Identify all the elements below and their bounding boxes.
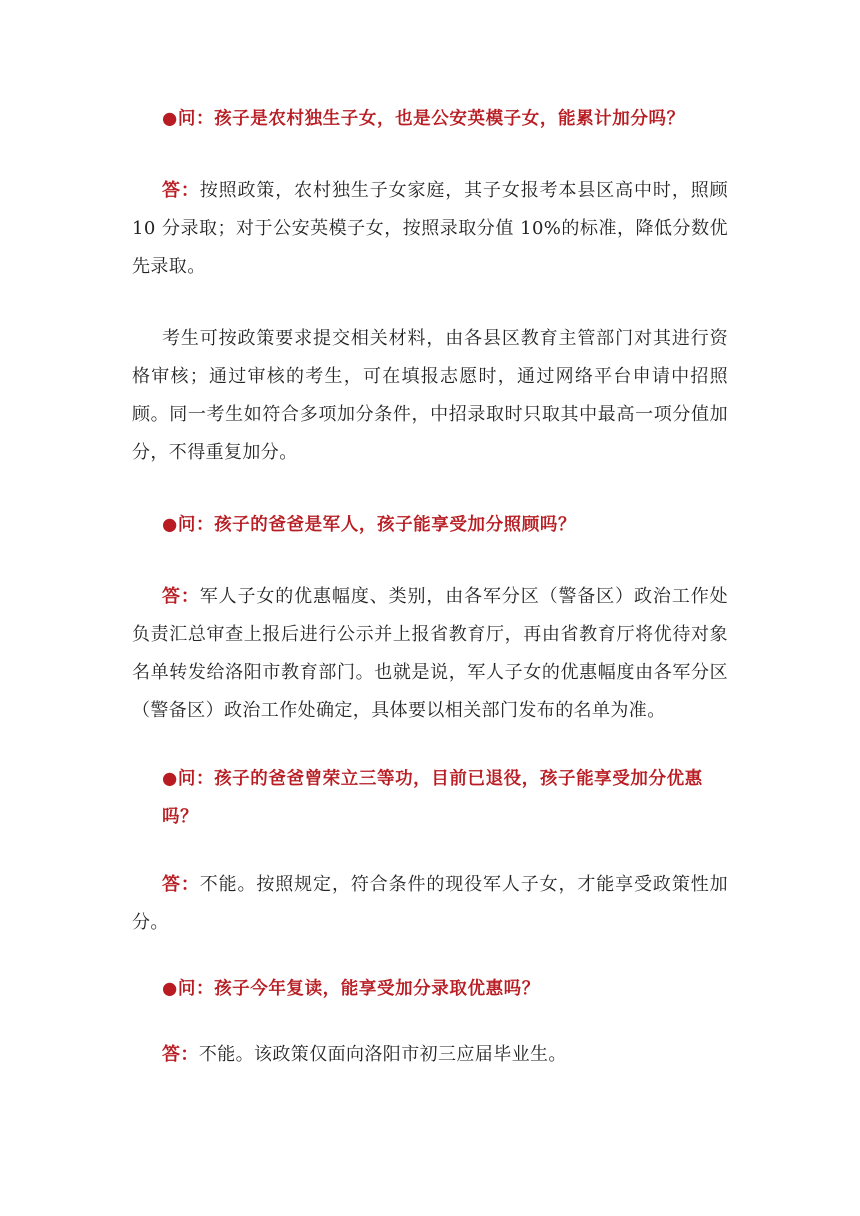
answer-1-extra: 考生可按政策要求提交相关材料，由各县区教育主管部门对其进行资格审核；通过审核的考生，可在填报志愿时，通过网络平台申请中招照顾。同一考生如符合多项加分条件，中招录取时只取其中最高一项分值加分，不得重复加分。 [132,328,728,463]
answer-label: 答： [162,874,200,895]
spacer [132,730,728,760]
spacer [132,286,728,320]
answer-label: 答： [162,586,200,607]
answer-text: 军人子女的优惠幅度、类别，由各军分区（警备区）政治工作处负责汇总审查上报后进行公示并上报省教育厅，再由省教育厅将优待对象名单转发给洛阳市教育部门。也就是说，军人子女的优惠幅度由各军分区（警备区）政治工作处确定，具体要以相关部门发布的名单为准。 [132,586,728,721]
answer-text: 不能。按照规定，符合条件的现役军人子女，才能享受政策性加分。 [132,874,728,933]
answer-2 [132,578,728,730]
answer-4 [132,1036,728,1074]
question-1: ●问：孩子是农村独生子女，也是公安英模子女，能累计加分吗？ [162,109,685,129]
spacer [132,1008,728,1036]
spacer [132,544,728,578]
spacer [132,472,728,506]
answer-label: 答： [162,1044,199,1065]
spacer [132,836,728,866]
question-2: ●问：孩子的爸爸是军人，孩子能享受加分照顾吗？ [162,515,577,535]
spacer [132,138,728,172]
answer-1 [132,172,728,286]
document-page [132,100,728,1074]
answer-3 [132,866,728,942]
question-3: ●问：孩子的爸爸曾荣立三等功，目前已退役，孩子能享受加分优惠吗？ [162,769,703,827]
question-4: ●问：孩子今年复读，能享受加分录取优惠吗？ [162,979,540,999]
answer-label: 答： [162,180,200,201]
spacer [132,942,728,970]
answer-text: 不能。该政策仅面向洛阳市初三应届毕业生。 [198,1044,567,1065]
answer-text: 按照政策，农村独生子女家庭，其子女报考本县区高中时，照顾 10 分录取；对于公安英模子女，按照录取分值 10%的标准，降低分数优先录取。 [132,180,728,277]
